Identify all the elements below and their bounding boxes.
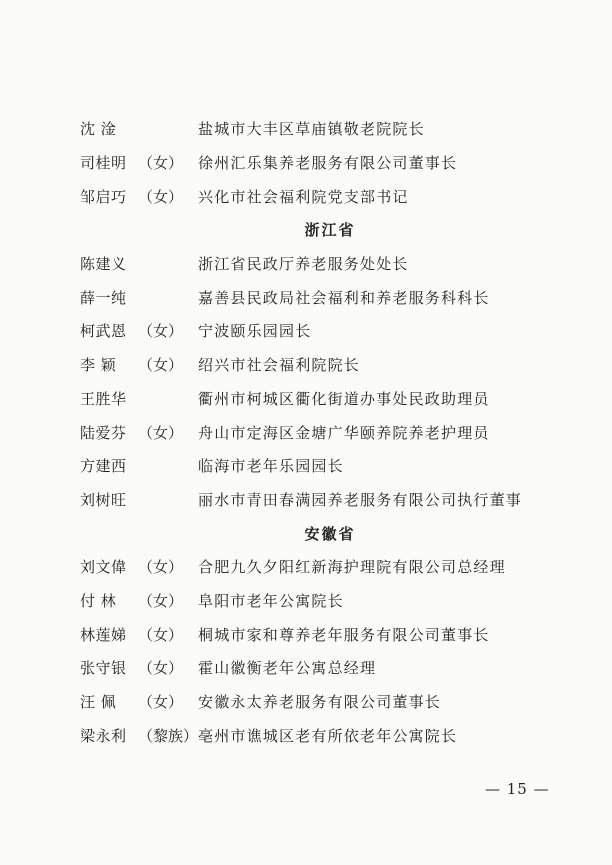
person-tag: （女） [138, 423, 184, 442]
person-title: 浙江省民政厅养老服务处处长 [198, 255, 409, 274]
list-item [80, 718, 550, 752]
person-title: 盐城市大丰区草庙镇敬老院院长 [198, 120, 425, 139]
list-item [80, 179, 550, 213]
person-name: 刘文偉 [80, 558, 127, 577]
person-name: 方建西 [80, 457, 127, 476]
list-item [80, 584, 550, 618]
list-item [80, 449, 550, 483]
person-title: 丽水市青田春满园养老服务有限公司执行董事 [198, 490, 523, 509]
person-title: 宁波颐乐园园长 [198, 322, 312, 341]
person-name: 汪 佩 [80, 693, 117, 712]
person-title: 徐州汇乐集养老服务有限公司董事长 [198, 154, 458, 173]
person-tag: （女） [138, 558, 184, 577]
honoree-list [80, 112, 550, 752]
person-tag: （黎族） [138, 726, 199, 745]
list-item [80, 247, 550, 281]
list-item [80, 146, 550, 180]
person-name: 薛一纯 [80, 288, 127, 307]
person-title: 嘉善县民政局社会福利和养老服务科科长 [198, 288, 490, 307]
person-tag: （女） [138, 591, 184, 610]
person-title: 安徽永太养老服务有限公司董事长 [198, 693, 442, 712]
person-title: 兴化市社会福利院党支部书记 [198, 187, 409, 206]
person-title: 亳州市谯城区老有所依老年公寓院长 [198, 726, 458, 745]
person-name: 王胜华 [80, 389, 127, 408]
person-title: 临海市老年乐园园长 [198, 457, 344, 476]
page-number: — 15 — [485, 780, 550, 798]
list-item [80, 314, 550, 348]
person-name: 陈建义 [80, 255, 127, 274]
person-title: 合肥九久夕阳红新海护理院有限公司总经理 [198, 558, 506, 577]
person-tag: （女） [138, 322, 184, 341]
person-tag: （女） [138, 625, 184, 644]
list-item [80, 382, 550, 416]
person-name: 李 颖 [80, 356, 117, 375]
person-name: 沈 淦 [80, 120, 117, 139]
list-item [80, 685, 550, 719]
person-name: 付 林 [80, 591, 117, 610]
person-title: 阜阳市老年公寓院长 [198, 591, 344, 610]
person-name: 梁永利 [80, 726, 127, 745]
person-name: 陆爱芬 [80, 423, 127, 442]
person-name: 张守银 [80, 659, 127, 678]
list-item [80, 651, 550, 685]
person-tag: （女） [138, 659, 184, 678]
person-title: 桐城市家和尊养老年服务有限公司董事长 [198, 625, 490, 644]
province-heading: 浙江省 [304, 221, 356, 240]
person-name: 司桂明 [80, 154, 127, 173]
person-title: 绍兴市社会福利院院长 [198, 356, 361, 375]
list-item [80, 415, 550, 449]
list-item [80, 617, 550, 651]
person-tag: （女） [138, 356, 184, 375]
province-heading: 安徽省 [304, 524, 356, 543]
person-tag: （女） [138, 187, 184, 206]
list-item [80, 550, 550, 584]
list-item [80, 483, 550, 517]
person-title: 衢州市柯城区衢化街道办事处民政助理员 [198, 389, 490, 408]
person-title: 舟山市定海区金塘广华颐养院养老护理员 [198, 423, 490, 442]
list-item [80, 112, 550, 146]
person-title: 霍山徽衡老年公寓总经理 [198, 659, 377, 678]
person-tag: （女） [138, 154, 184, 173]
person-tag: （女） [138, 693, 184, 712]
person-name: 刘树旺 [80, 490, 127, 509]
list-item [80, 280, 550, 314]
list-item [80, 348, 550, 382]
person-name: 邹启巧 [80, 187, 127, 206]
person-name: 柯武恩 [80, 322, 127, 341]
person-name: 林莲娣 [80, 625, 127, 644]
